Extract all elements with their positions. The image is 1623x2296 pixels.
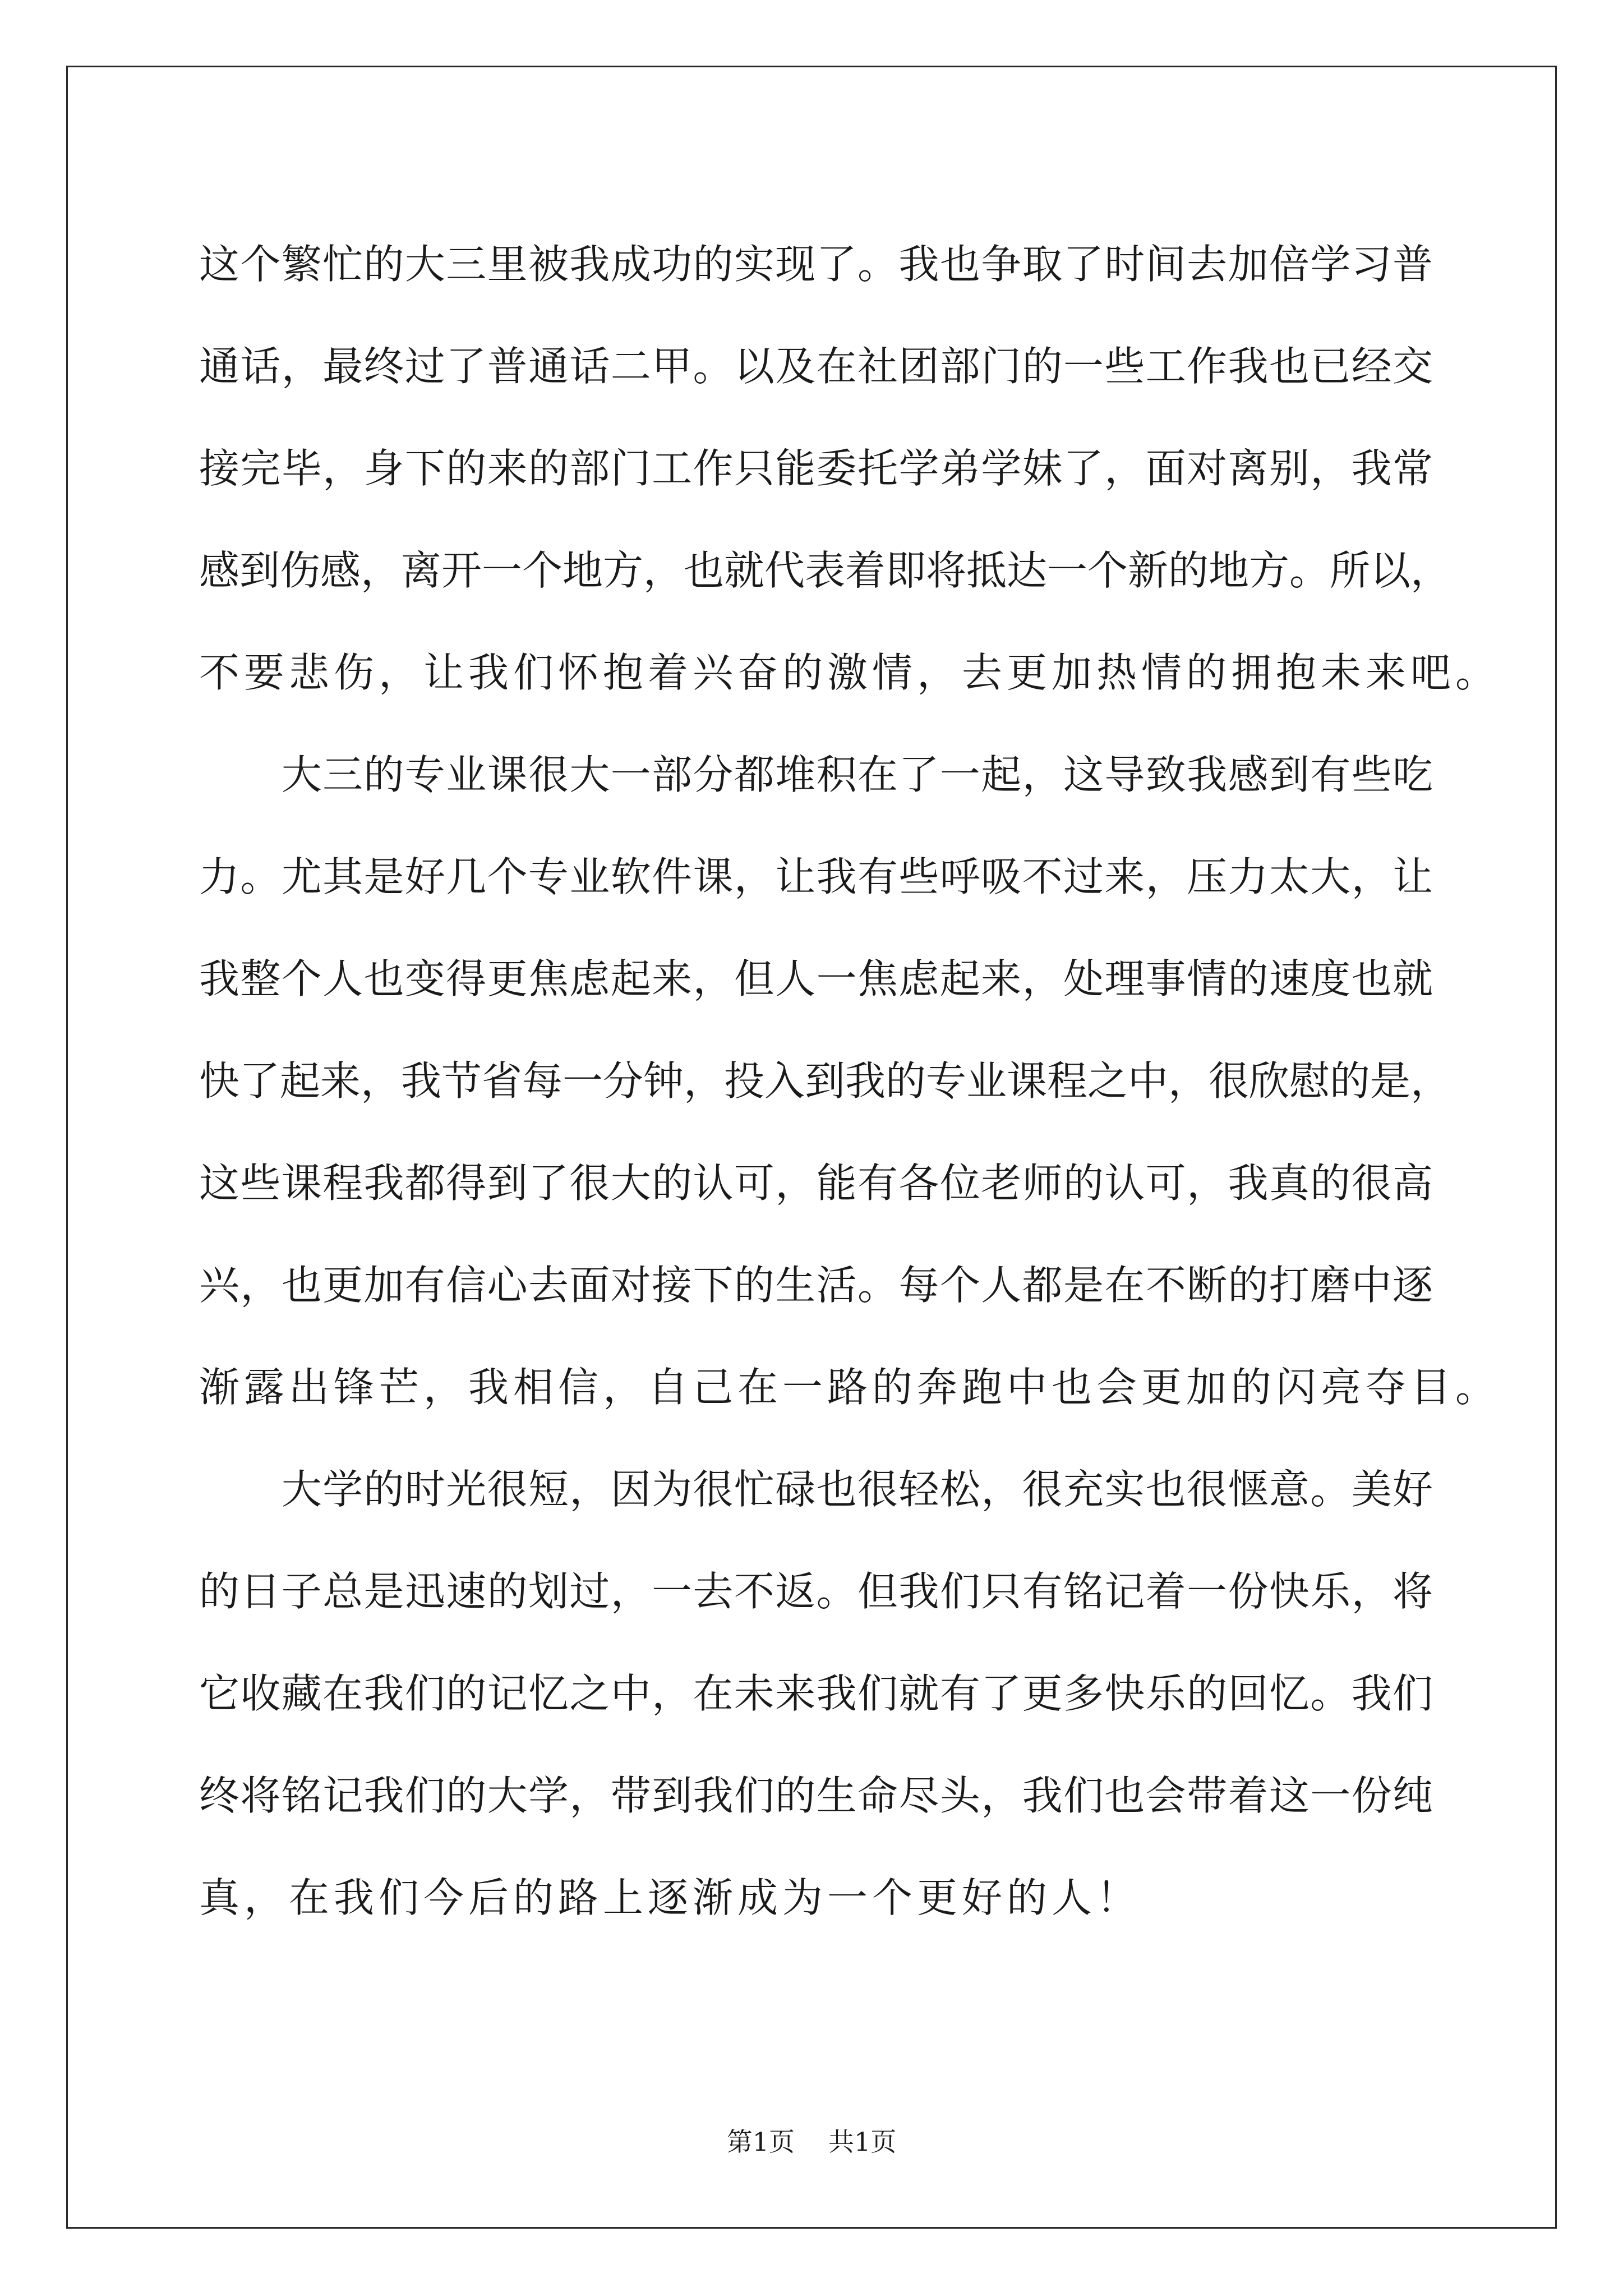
text-line: 的日子总是迅速的划过，一去不返。但我们只有铭记着一份快乐，将 (199, 1568, 1433, 1615)
text-line: 快了起来，我节省每一分钟，投入到我的专业课程之中，很欣慰的是， (199, 1057, 1451, 1105)
text-line: 真，在我们今后的路上逐渐成为一个更好的人！ (199, 1874, 1142, 1921)
text-line: 接完毕，身下的来的部门工作只能委托学弟学妹了，面对离别，我常 (199, 445, 1433, 492)
text-line: 这些课程我都得到了很大的认可，能有各位老师的认可，我真的很高 (199, 1159, 1433, 1207)
text-line: 力。尤其是好几个专业软件课，让我有些呼吸不过来，压力太大，让 (199, 853, 1433, 900)
text-line: 通话，最终过了普通话二甲。以及在社团部门的一些工作我也已经交 (199, 343, 1433, 390)
page-total: 共1页 (828, 2127, 897, 2157)
document-body (199, 213, 1501, 1949)
text-line: 这个繁忙的大三里被我成功的实现了。我也争取了时间去加倍学习普 (199, 241, 1433, 288)
text-line: 渐露出锋芒，我相信，自己在一路的奔跑中也会更加的闪亮夺目。 (199, 1364, 1501, 1411)
text-line: 大学的时光很短，因为很忙碌也很轻松，很充实也很惬意。美好 (199, 1466, 1433, 1513)
text-line: 大三的专业课很大一部分都堆积在了一起，这导致我感到有些吃 (199, 751, 1433, 798)
text-line: 我整个人也变得更焦虑起来，但人一焦虑起来，处理事情的速度也就 (199, 955, 1433, 1002)
text-line: 不要悲伤，让我们怀抱着兴奋的激情，去更加热情的拥抱未来吧。 (199, 649, 1501, 696)
page-footer (0, 2125, 1623, 2159)
text-line: 兴，也更加有信心去面对接下的生活。每个人都是在不断的打磨中逐 (199, 1262, 1433, 1309)
page-number: 第1页 (726, 2127, 795, 2157)
text-line: 终将铭记我们的大学，带到我们的生命尽头，我们也会带着这一份纯 (199, 1772, 1433, 1819)
text-line: 感到伤感，离开一个地方，也就代表着即将抵达一个新的地方。所以， (199, 547, 1451, 594)
text-line: 它收藏在我们的记忆之中，在未来我们就有了更多快乐的回忆。我们 (199, 1670, 1433, 1717)
